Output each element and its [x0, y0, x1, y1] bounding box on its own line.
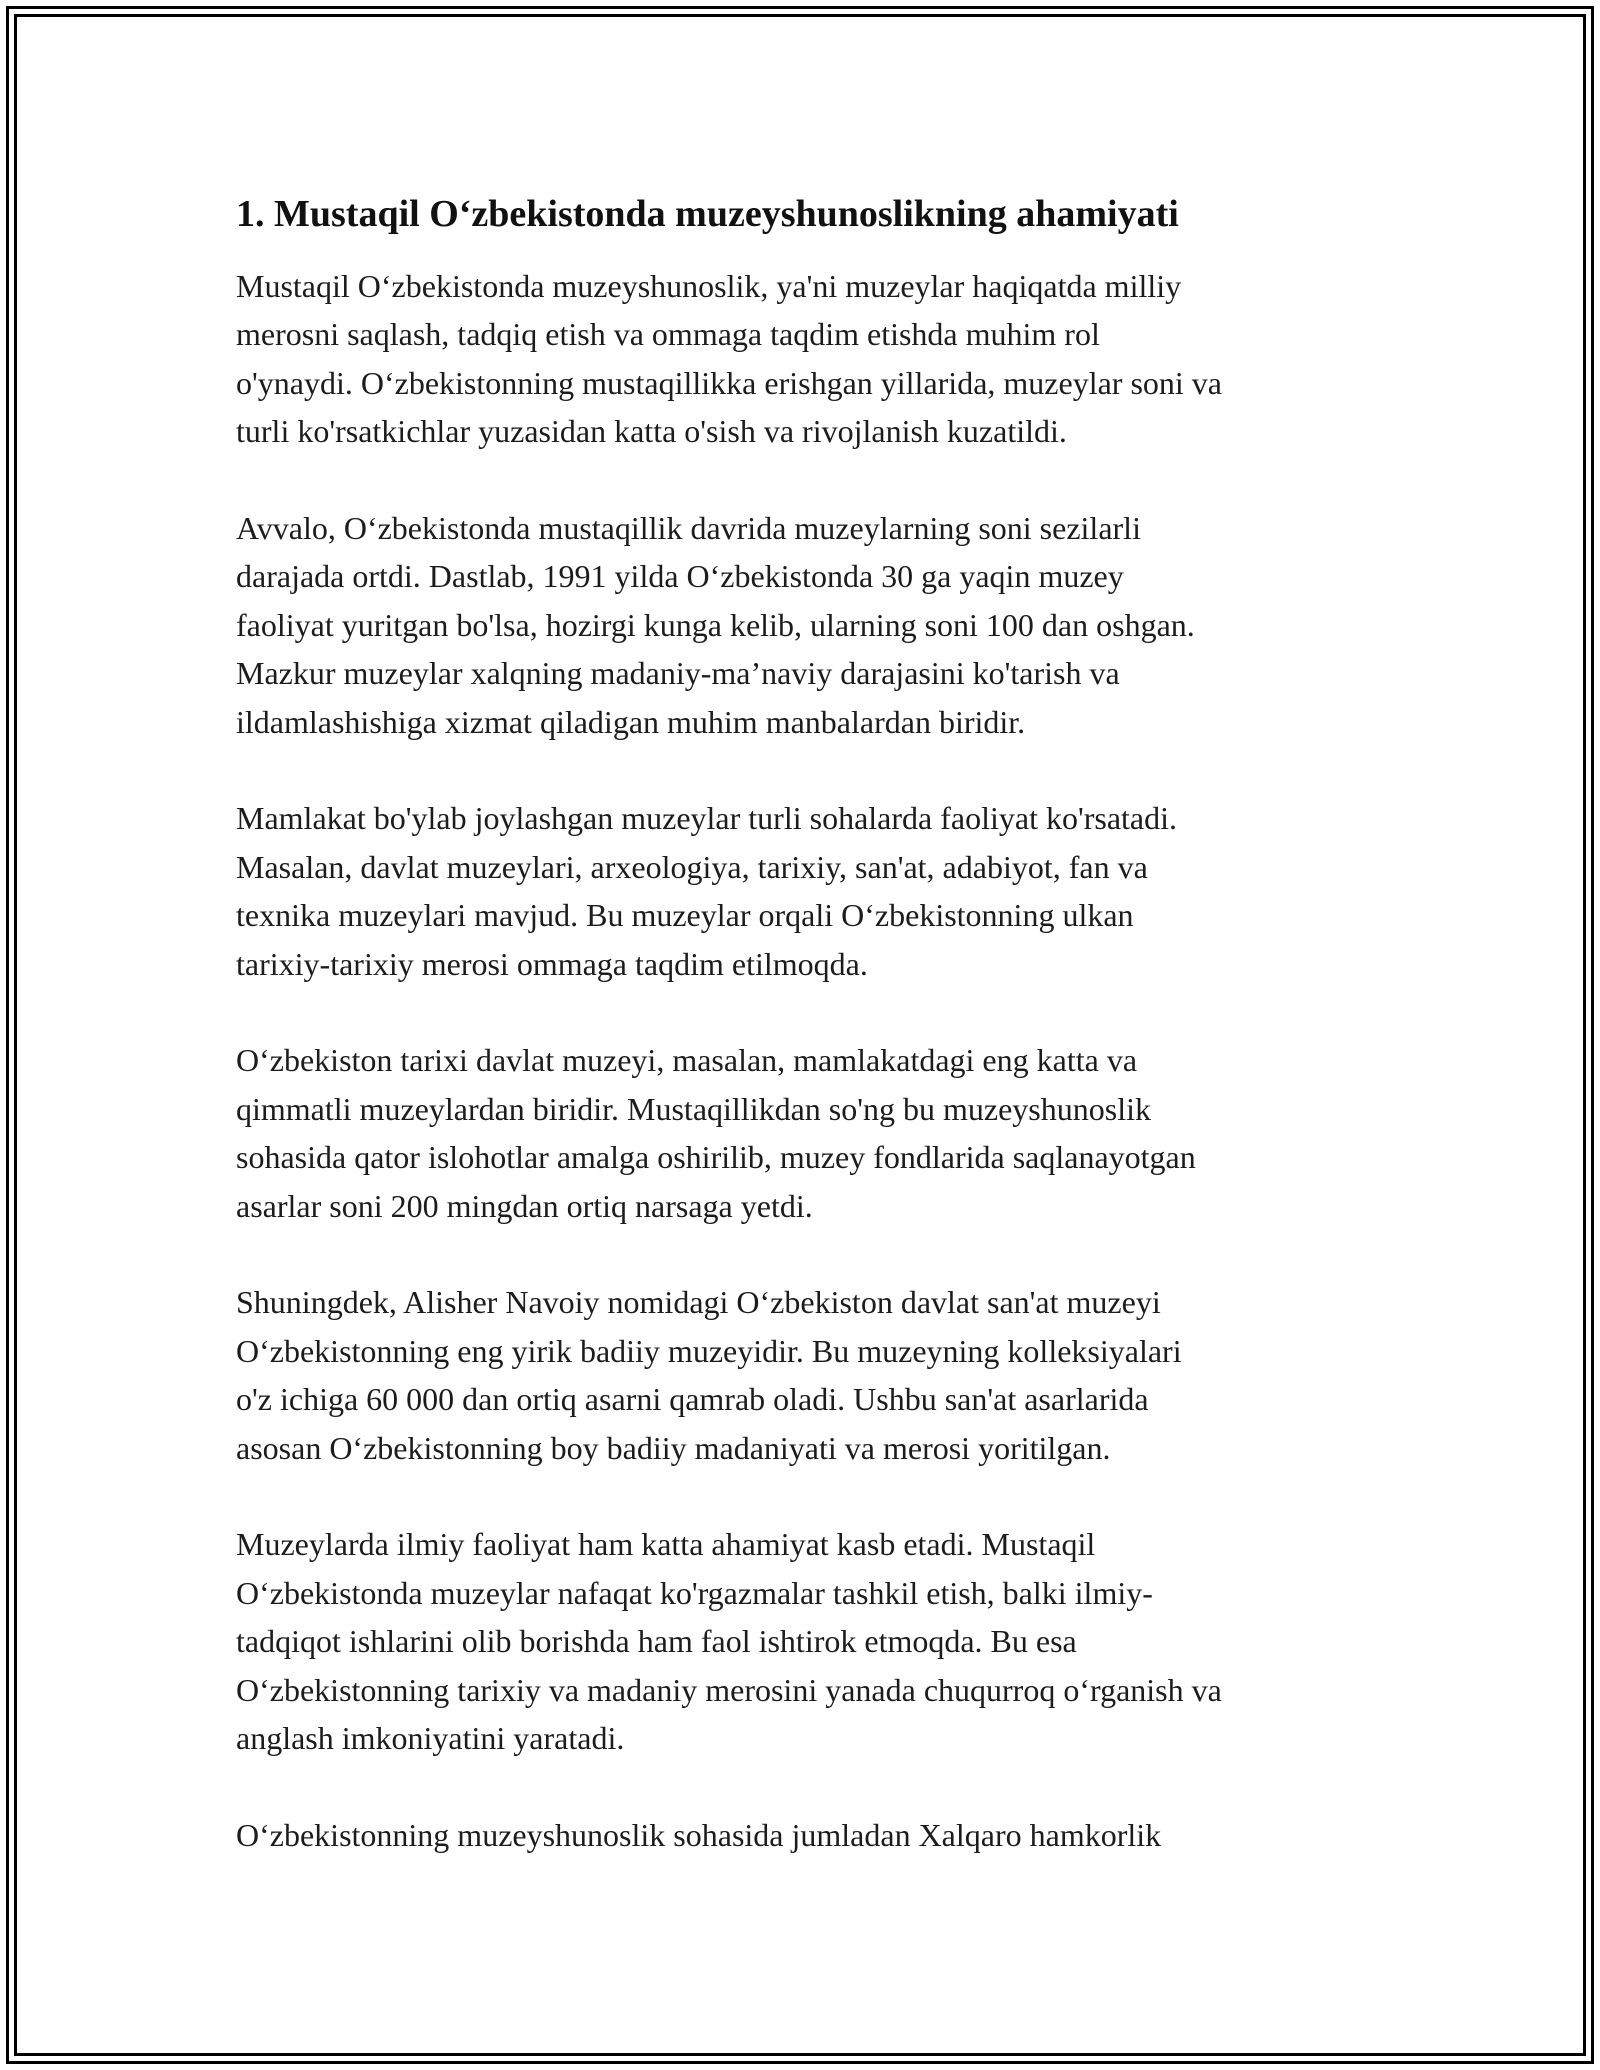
- text-line: asosan O‘zbekistonning boy badiiy madaniyati va merosi yoritilgan.: [236, 1429, 1111, 1466]
- text-line: O‘zbekistonda muzeylar nafaqat ko'rgazmalar tashkil etish, balki ilmiy-: [236, 1574, 1153, 1611]
- paragraph-1: [236, 262, 1386, 456]
- text-line: Muzeylarda ilmiy faoliyat ham katta ahamiyat kasb etadi. Mustaqil: [236, 1526, 1096, 1563]
- text-line: sohasida qator islohotlar amalga oshirilib, muzey fondlarida saqlanayotgan: [236, 1139, 1196, 1176]
- paragraph-6: [236, 1520, 1386, 1762]
- text-line: tarixiy-tarixiy merosi ommaga taqdim etilmoqda.: [236, 945, 868, 982]
- text-line: O‘zbekistonning muzeyshunoslik sohasida jumladan Xalqaro hamkorlik: [236, 1816, 1162, 1853]
- text-line: merosni saqlash, tadqiq etish va ommaga taqdim etishda muhim rol: [236, 316, 1100, 353]
- paragraph-5: [236, 1278, 1386, 1472]
- text-line: Mustaqil O‘zbekistonda muzeyshunoslik, ya'ni muzeylar haqiqatda milliy: [236, 268, 1182, 304]
- text-line: o'ynaydi. O‘zbekistonning mustaqillikka erishgan yillarida, muzeylar soni va: [236, 364, 1222, 401]
- text-line: darajada ortdi. Dastlab, 1991 yilda O‘zbekistonda 30 ga yaqin muzey: [236, 558, 1124, 595]
- paragraph-2: [236, 504, 1386, 746]
- paragraph-3: [236, 794, 1386, 988]
- text-line: O‘zbekistonning tarixiy va madaniy merosini yanada chuqurroq o‘rganish va: [236, 1671, 1222, 1708]
- text-line: o'z ichiga 60 000 dan ortiq asarni qamrab oladi. Ushbu san'at asarlarida: [236, 1381, 1149, 1418]
- text-line: qimmatli muzeylardan biridir. Mustaqillikdan so'ng bu muzeyshunoslik: [236, 1090, 1151, 1127]
- text-line: Mazkur muzeylar xalqning madaniy-ma’naviy darajasini ko'tarish va: [236, 655, 1120, 692]
- text-line: Masalan, davlat muzeylari, arxeologiya, tarixiy, san'at, adabiyot, fan va: [236, 848, 1148, 885]
- text-line: Shuningdek, Alisher Navoiy nomidagi O‘zbekiston davlat san'at muzeyi: [236, 1284, 1161, 1321]
- document-body: [236, 186, 1386, 1908]
- paragraph-4: [236, 1036, 1386, 1230]
- text-line: O‘zbekistonning eng yirik badiiy muzeyidir. Bu muzeyning kolleksiyalari: [236, 1332, 1182, 1369]
- text-line: turli ko'rsatkichlar yuzasidan katta o'sish va rivojlanish kuzatildi.: [236, 413, 1067, 450]
- paragraph-7: [236, 1811, 1386, 1859]
- text-line: O‘zbekiston tarixi davlat muzeyi, masalan, mamlakatdagi eng katta va: [236, 1042, 1138, 1079]
- text-line: ildamlashishiga xizmat qiladigan muhim manbalardan biridir.: [236, 703, 1026, 740]
- text-line: texnika muzeylari mavjud. Bu muzeylar orqali O‘zbekistonning ulkan: [236, 897, 1134, 934]
- text-line: tadqiqot ishlarini olib borishda ham faol ishtirok etmoqda. Bu esa: [236, 1623, 1077, 1660]
- text-line: anglash imkoniyatini yaratadi.: [236, 1720, 625, 1757]
- text-line: asarlar soni 200 mingdan ortiq narsaga yetdi.: [236, 1187, 813, 1224]
- text-line: Avvalo, O‘zbekistonda mustaqillik davrida muzeylarning soni sezilarli: [236, 510, 1141, 547]
- document-title: 1. Mustaqil O‘zbekistonda muzeyshunoslikning ahamiyati: [236, 193, 1179, 235]
- text-line: Mamlakat bo'ylab joylashgan muzeylar turli sohalarda faoliyat ko'rsatadi.: [236, 800, 1178, 837]
- text-line: faoliyat yuritgan bo'lsa, hozirgi kunga kelib, ularning soni 100 dan oshgan.: [236, 606, 1195, 643]
